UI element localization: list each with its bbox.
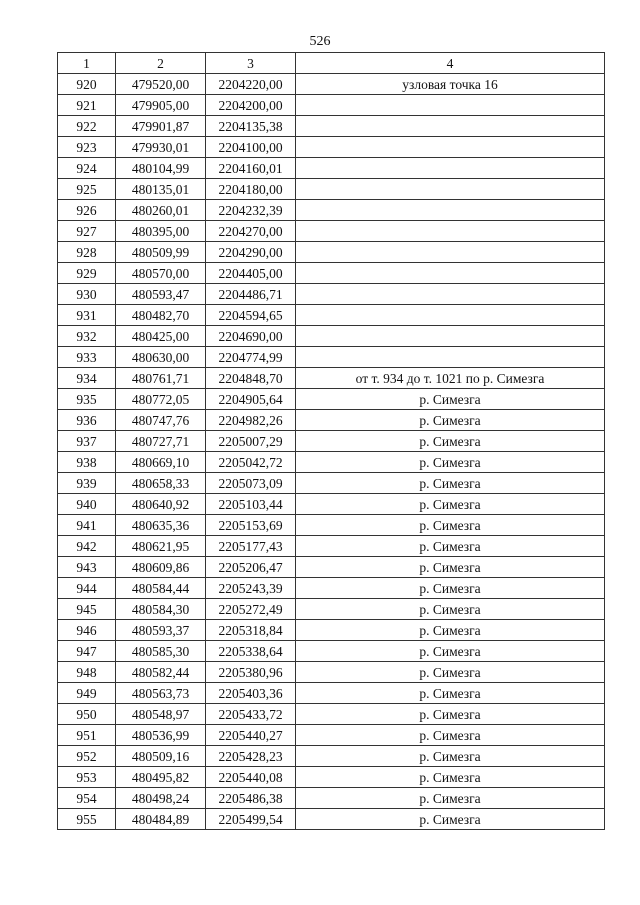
table-row [58,746,605,767]
column-header-2: 2 [116,53,206,74]
description-cell: р. Симезга [296,662,605,683]
column-header-3: 3 [206,53,296,74]
point-number-cell: 935 [58,389,116,410]
table-header-row [58,53,605,74]
y-coordinate-cell: 2205380,96 [206,662,296,683]
table-row [58,704,605,725]
point-number-cell: 947 [58,641,116,662]
y-coordinate-cell: 2204100,00 [206,137,296,158]
point-number-cell: 951 [58,725,116,746]
point-number-cell: 928 [58,242,116,263]
description-cell [296,284,605,305]
x-coordinate-cell: 479905,00 [116,95,206,116]
y-coordinate-cell: 2205243,39 [206,578,296,599]
x-coordinate-cell: 480425,00 [116,326,206,347]
point-number-cell: 920 [58,74,116,95]
description-cell: р. Симезга [296,515,605,536]
y-coordinate-cell: 2204486,71 [206,284,296,305]
table-row [58,137,605,158]
table-row [58,305,605,326]
x-coordinate-cell: 480498,24 [116,788,206,809]
table-row [58,683,605,704]
x-coordinate-cell: 480669,10 [116,452,206,473]
x-coordinate-cell: 480484,89 [116,809,206,830]
point-number-cell: 949 [58,683,116,704]
point-number-cell: 955 [58,809,116,830]
point-number-cell: 924 [58,158,116,179]
table-row [58,263,605,284]
table-row [58,620,605,641]
x-coordinate-cell: 480563,73 [116,683,206,704]
point-number-cell: 950 [58,704,116,725]
y-coordinate-cell: 2205318,84 [206,620,296,641]
point-number-cell: 932 [58,326,116,347]
coordinates-table [57,52,605,830]
description-cell [296,326,605,347]
table-row [58,473,605,494]
description-cell: р. Симезга [296,452,605,473]
table-row [58,662,605,683]
y-coordinate-cell: 2204220,00 [206,74,296,95]
description-cell: р. Симезга [296,725,605,746]
table-row [58,641,605,662]
point-number-cell: 922 [58,116,116,137]
table-body [58,74,605,830]
description-cell: от т. 934 до т. 1021 по р. Симезга [296,368,605,389]
x-coordinate-cell: 480260,01 [116,200,206,221]
point-number-cell: 953 [58,767,116,788]
description-cell: р. Симезга [296,767,605,788]
x-coordinate-cell: 480658,33 [116,473,206,494]
y-coordinate-cell: 2205433,72 [206,704,296,725]
y-coordinate-cell: 2205440,08 [206,767,296,788]
table-row [58,557,605,578]
y-coordinate-cell: 2204270,00 [206,221,296,242]
y-coordinate-cell: 2204982,26 [206,410,296,431]
point-number-cell: 929 [58,263,116,284]
table-row [58,242,605,263]
table-row [58,788,605,809]
table-row [58,725,605,746]
description-cell [296,347,605,368]
x-coordinate-cell: 480761,71 [116,368,206,389]
table-row [58,536,605,557]
table-row [58,410,605,431]
point-number-cell: 936 [58,410,116,431]
description-cell: р. Симезга [296,641,605,662]
description-cell [296,221,605,242]
table-row [58,389,605,410]
description-cell [296,263,605,284]
point-number-cell: 923 [58,137,116,158]
x-coordinate-cell: 480630,00 [116,347,206,368]
y-coordinate-cell: 2205338,64 [206,641,296,662]
y-coordinate-cell: 2205153,69 [206,515,296,536]
description-cell [296,158,605,179]
point-number-cell: 945 [58,599,116,620]
y-coordinate-cell: 2204200,00 [206,95,296,116]
point-number-cell: 943 [58,557,116,578]
y-coordinate-cell: 2205403,36 [206,683,296,704]
x-coordinate-cell: 480772,05 [116,389,206,410]
y-coordinate-cell: 2204232,39 [206,200,296,221]
y-coordinate-cell: 2205428,23 [206,746,296,767]
x-coordinate-cell: 480609,86 [116,557,206,578]
description-cell: р. Симезга [296,410,605,431]
y-coordinate-cell: 2205073,09 [206,473,296,494]
description-cell [296,116,605,137]
y-coordinate-cell: 2205042,72 [206,452,296,473]
x-coordinate-cell: 480582,44 [116,662,206,683]
y-coordinate-cell: 2205440,27 [206,725,296,746]
point-number-cell: 926 [58,200,116,221]
table-row [58,767,605,788]
x-coordinate-cell: 480482,70 [116,305,206,326]
x-coordinate-cell: 479901,87 [116,116,206,137]
table-row [58,494,605,515]
x-coordinate-cell: 479930,01 [116,137,206,158]
point-number-cell: 939 [58,473,116,494]
point-number-cell: 940 [58,494,116,515]
point-number-cell: 948 [58,662,116,683]
x-coordinate-cell: 480747,76 [116,410,206,431]
y-coordinate-cell: 2204690,00 [206,326,296,347]
x-coordinate-cell: 480635,36 [116,515,206,536]
x-coordinate-cell: 480536,99 [116,725,206,746]
point-number-cell: 931 [58,305,116,326]
table-row [58,599,605,620]
table-row [58,578,605,599]
y-coordinate-cell: 2204594,65 [206,305,296,326]
description-cell: р. Симезга [296,746,605,767]
table-row [58,95,605,116]
table-row [58,221,605,242]
x-coordinate-cell: 480640,92 [116,494,206,515]
x-coordinate-cell: 480548,97 [116,704,206,725]
table-row [58,809,605,830]
description-cell: р. Симезга [296,578,605,599]
y-coordinate-cell: 2205486,38 [206,788,296,809]
description-cell: р. Симезга [296,683,605,704]
description-cell [296,137,605,158]
x-coordinate-cell: 480593,37 [116,620,206,641]
description-cell: р. Симезга [296,536,605,557]
table-row [58,74,605,95]
page-number: 526 [309,34,331,49]
x-coordinate-cell: 480727,71 [116,431,206,452]
y-coordinate-cell: 2204160,01 [206,158,296,179]
description-cell: р. Симезга [296,599,605,620]
point-number-cell: 941 [58,515,116,536]
description-cell [296,242,605,263]
x-coordinate-cell: 480104,99 [116,158,206,179]
table-row [58,326,605,347]
y-coordinate-cell: 2205272,49 [206,599,296,620]
description-cell: р. Симезга [296,389,605,410]
table-row [58,452,605,473]
point-number-cell: 927 [58,221,116,242]
y-coordinate-cell: 2204905,64 [206,389,296,410]
description-cell: р. Симезга [296,557,605,578]
y-coordinate-cell: 2205499,54 [206,809,296,830]
point-number-cell: 944 [58,578,116,599]
table-row [58,179,605,200]
x-coordinate-cell: 480593,47 [116,284,206,305]
description-cell: узловая точка 16 [296,74,605,95]
point-number-cell: 942 [58,536,116,557]
point-number-cell: 937 [58,431,116,452]
column-header-1: 1 [58,53,116,74]
x-coordinate-cell: 480570,00 [116,263,206,284]
point-number-cell: 925 [58,179,116,200]
y-coordinate-cell: 2204135,38 [206,116,296,137]
point-number-cell: 952 [58,746,116,767]
y-coordinate-cell: 2205007,29 [206,431,296,452]
description-cell [296,305,605,326]
description-cell [296,200,605,221]
y-coordinate-cell: 2204774,99 [206,347,296,368]
point-number-cell: 938 [58,452,116,473]
description-cell: р. Симезга [296,494,605,515]
y-coordinate-cell: 2205177,43 [206,536,296,557]
point-number-cell: 954 [58,788,116,809]
description-cell: р. Симезга [296,704,605,725]
y-coordinate-cell: 2205206,47 [206,557,296,578]
x-coordinate-cell: 479520,00 [116,74,206,95]
x-coordinate-cell: 480585,30 [116,641,206,662]
x-coordinate-cell: 480495,82 [116,767,206,788]
y-coordinate-cell: 2204848,70 [206,368,296,389]
x-coordinate-cell: 480509,16 [116,746,206,767]
y-coordinate-cell: 2204405,00 [206,263,296,284]
table-row [58,284,605,305]
x-coordinate-cell: 480584,30 [116,599,206,620]
table-row [58,116,605,137]
description-cell [296,179,605,200]
point-number-cell: 933 [58,347,116,368]
table-row [58,158,605,179]
x-coordinate-cell: 480395,00 [116,221,206,242]
description-cell: р. Симезга [296,431,605,452]
table-row [58,515,605,536]
x-coordinate-cell: 480584,44 [116,578,206,599]
table-row [58,200,605,221]
point-number-cell: 934 [58,368,116,389]
description-cell: р. Симезга [296,788,605,809]
description-cell [296,95,605,116]
description-cell: р. Симезга [296,473,605,494]
point-number-cell: 930 [58,284,116,305]
table-row [58,347,605,368]
y-coordinate-cell: 2204180,00 [206,179,296,200]
point-number-cell: 946 [58,620,116,641]
x-coordinate-cell: 480621,95 [116,536,206,557]
x-coordinate-cell: 480135,01 [116,179,206,200]
y-coordinate-cell: 2205103,44 [206,494,296,515]
column-header-4: 4 [296,53,605,74]
description-cell: р. Симезга [296,620,605,641]
x-coordinate-cell: 480509,99 [116,242,206,263]
table-row [58,431,605,452]
description-cell: р. Симезга [296,809,605,830]
y-coordinate-cell: 2204290,00 [206,242,296,263]
table-row [58,368,605,389]
point-number-cell: 921 [58,95,116,116]
